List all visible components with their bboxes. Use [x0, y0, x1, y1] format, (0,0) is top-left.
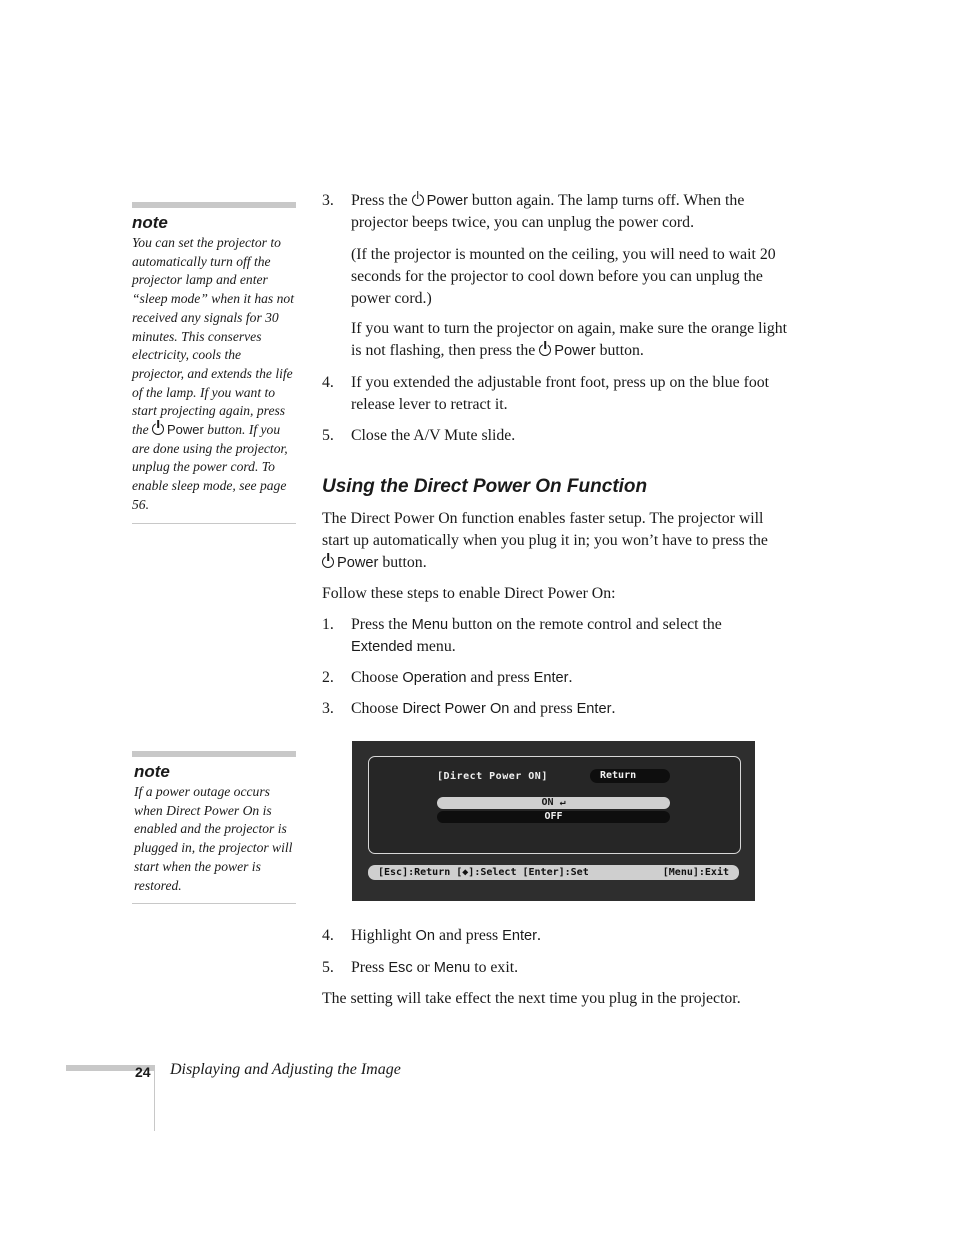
enter-button-ref: Enter	[502, 928, 538, 944]
section-heading: Using the Direct Power On Function	[322, 476, 648, 497]
step-exit: 5. Press Esc or Menu to exit.	[322, 957, 784, 979]
turn-on-again-paragraph: If you want to turn the projector on again, make sure the orange light is not flashing, then press the Power button.	[351, 320, 788, 359]
step-number: 5.	[322, 959, 334, 976]
step-number: 3.	[322, 700, 334, 717]
osd-option-off[interactable]: OFF	[437, 811, 670, 823]
step-number: 4.	[322, 374, 334, 391]
power-button-ref: Power	[539, 343, 595, 359]
note-top-bar	[132, 202, 296, 208]
note-top-bar	[132, 751, 296, 757]
osd-return-button[interactable]: Return	[590, 769, 670, 783]
ceiling-mount-paragraph: (If the projector is mounted on the ceiling, you will need to wait 20 seconds for the projector to cool down before you can unplug the power cord.)	[351, 246, 776, 307]
on-option-ref: On	[415, 928, 435, 944]
enter-button-ref: Enter	[533, 670, 569, 686]
footer-title: Displaying and Adjusting the Image	[170, 1061, 401, 1078]
power-button-ref: Power	[412, 193, 468, 209]
esc-button-ref: Esc	[388, 960, 413, 976]
step-number: 4.	[322, 927, 334, 944]
section-intro: The Direct Power On function enables faster setup. The projector will start up automatically when you plug it in; you won’t have to press the Power button.	[322, 510, 768, 571]
step-number: 1.	[322, 616, 334, 633]
step-number: 2.	[322, 669, 334, 686]
note-title: note	[132, 213, 168, 232]
enter-button-ref: Enter	[576, 701, 612, 717]
note-title: note	[134, 762, 170, 781]
power-icon	[412, 194, 424, 206]
power-icon	[152, 423, 164, 435]
menu-button-ref: Menu	[411, 617, 449, 633]
step-number: 5.	[322, 427, 334, 444]
step-power-off: 3. Press the Power button again. The lamp turns off. When the projector beeps twice, you can unplug the power cord.	[322, 192, 745, 231]
page-number: 24	[135, 1064, 151, 1080]
extended-menu-ref: Extended	[351, 639, 413, 655]
osd-status-right: [Menu]:Exit	[662, 867, 729, 878]
step-close-mute-slide: 5. Close the A/V Mute slide.	[322, 425, 784, 447]
sidebar-note-sleep-mode	[132, 202, 296, 524]
power-icon	[539, 344, 551, 356]
menu-button-ref: Menu	[433, 960, 471, 976]
sidebar-note-power-outage	[132, 751, 296, 904]
step-retract-foot: 4. If you extended the adjustable front foot, press up on the blue foot release lever to retract it.	[322, 374, 770, 413]
step-number: 3.	[322, 192, 334, 209]
osd-status-left: [Esc]:Return [◆]:Select [Enter]:Set	[378, 867, 589, 878]
closing-text: The setting will take effect the next time you plug in the projector.	[322, 990, 741, 1007]
osd-title: [Direct Power ON]	[437, 771, 548, 782]
footer-rule	[154, 1065, 155, 1131]
note-text: If a power outage occurs when Direct Power On is enabled and the projector is plugged in, the projector will start when the power is restored.	[134, 784, 293, 893]
osd-status-bar	[368, 865, 739, 880]
operation-menu-ref: Operation	[402, 670, 467, 686]
osd-option-on[interactable]: ON ↵	[437, 797, 670, 809]
direct-power-on-ref: Direct Power On	[402, 701, 510, 717]
step-choose-direct-power-on: 3. Choose Direct Power On and press Enter.	[322, 698, 784, 720]
step-choose-operation: 2. Choose Operation and press Enter.	[322, 667, 784, 689]
power-button-ref: Power	[322, 555, 378, 571]
note-bottom-rule	[132, 523, 296, 524]
power-button-ref: Power	[152, 422, 204, 437]
power-icon	[322, 556, 334, 568]
note-text: You can set the projector to automatically turn off the projector lamp and enter “sleep mode” when it has not received any signals for 30 minutes. This conserves electricity, cools the projector, and extends the life of the lamp. If you want to start projecting again, press the Power button. If you are done using the projector, unplug the power cord. To enable sleep mode, see page 56.	[132, 235, 294, 512]
osd-panel	[368, 756, 741, 854]
step-highlight-on: 4. Highlight On and press Enter.	[322, 925, 784, 947]
step-press-menu: 1. Press the Menu button on the remote control and select the Extended menu.	[322, 616, 722, 655]
note-bottom-rule	[132, 903, 296, 904]
osd-menu-screenshot	[352, 741, 755, 901]
follow-steps-text: Follow these steps to enable Direct Power On:	[322, 585, 616, 602]
